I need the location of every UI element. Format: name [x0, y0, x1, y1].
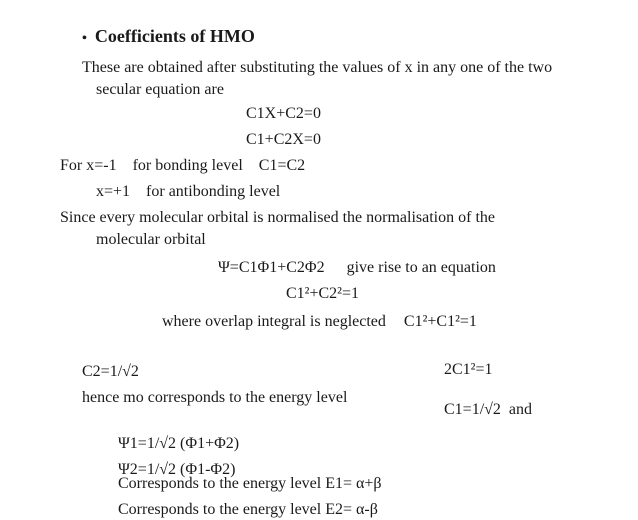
slide-title-row: [82, 26, 255, 49]
equation-1: C1X+C2=0: [246, 105, 321, 122]
overlap-equation: C1²+C1²=1: [403, 313, 477, 330]
text-line-7: Since every molecular orbital is normalised the normalisation of the: [60, 209, 495, 226]
psi1-equation: Ψ1=1/√2 (Φ1+Φ2): [118, 435, 240, 452]
bonding-text: For x=-1 for bonding level: [60, 157, 243, 174]
text-line-8: molecular orbital: [96, 231, 206, 248]
coefficient-line: [436, 340, 532, 420]
psi2-energy: Corresponds to the energy level E2= α-β: [118, 501, 378, 518]
coefficient-c2: C2=1/√2: [82, 363, 139, 380]
psi2-equation: Ψ2=1/√2 (Φ1-Φ2): [118, 461, 236, 478]
wavefunction-line: [218, 258, 496, 278]
coefficient-equation-b: C1=1/√2 and: [444, 401, 533, 418]
normalization-equation: C1²+C2²=1: [286, 285, 359, 302]
wavefunction-note: give rise to an equation: [346, 259, 496, 276]
coefficient-equation-a: 2C1²=1: [444, 361, 493, 378]
psi1-energy: Corresponds to the energy level E1= α+β: [118, 475, 382, 492]
bonding-line: [60, 156, 305, 176]
antibonding-line: x=+1 for antibonding level: [96, 183, 281, 200]
psi2-line: [110, 440, 378, 520]
text-line-2: secular equation are: [96, 81, 224, 98]
bonding-equation: C1=C2: [258, 157, 306, 174]
equation-2: C1+C2X=0: [246, 131, 321, 148]
bullet-icon: •: [82, 31, 87, 46]
overlap-line: [162, 312, 477, 332]
text-line-1: These are obtained after substituting the values of x in any one of the two: [82, 59, 553, 76]
slide-title: Coefficients of HMO: [94, 26, 255, 46]
text-line-14: hence mo corresponds to the energy level: [82, 389, 348, 406]
overlap-text: where overlap integral is neglected: [162, 313, 386, 330]
wavefunction-equation: Ψ=C1Φ1+C2Φ2: [218, 259, 325, 276]
